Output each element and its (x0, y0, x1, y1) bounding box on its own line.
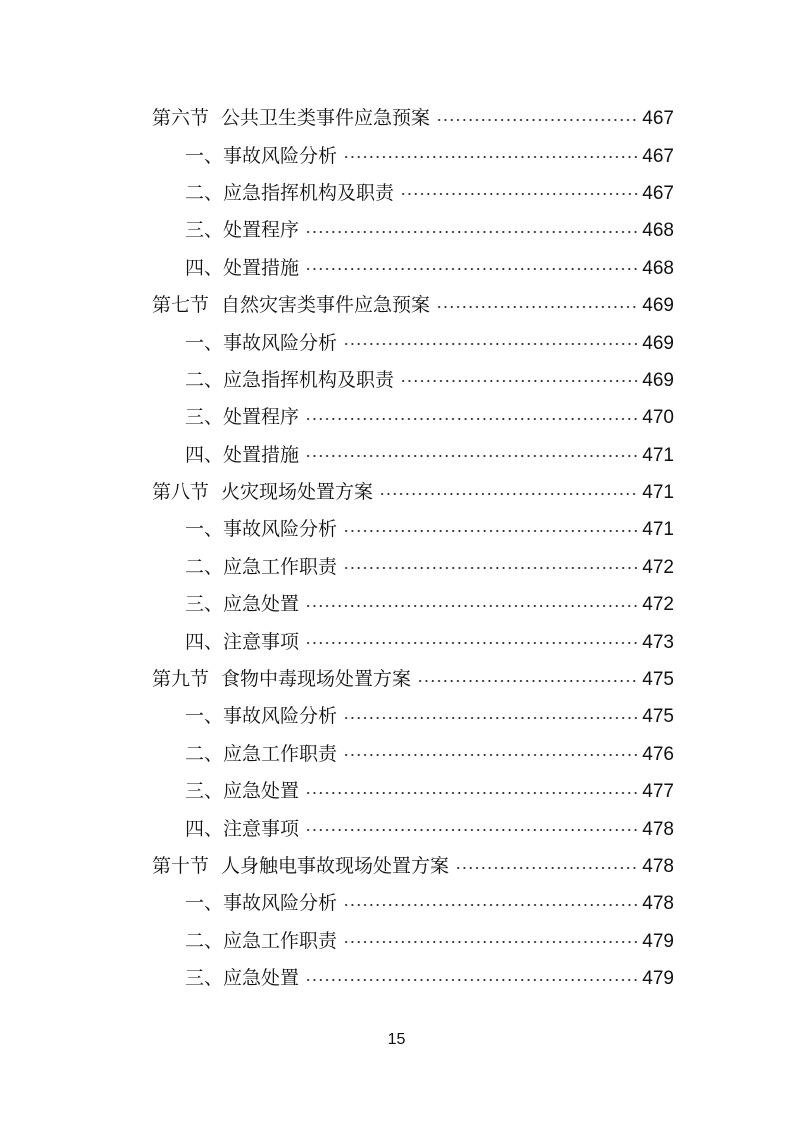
toc-entry-page: 468 (642, 220, 674, 242)
toc-entry-title: 应急工作职责 (223, 929, 338, 952)
toc-entry-page: 468 (642, 257, 674, 279)
toc-entry-page: 467 (642, 182, 674, 204)
toc-entry-title: 处置措施 (223, 443, 300, 466)
toc-entry-number: 第七节 (152, 294, 210, 317)
toc-entry-title: 注意事项 (223, 630, 300, 653)
toc-entry-title: 应急工作职责 (223, 555, 338, 578)
dot-leader (343, 754, 638, 756)
dot-leader (343, 904, 638, 906)
toc-entry-page: 472 (642, 594, 674, 616)
toc-entry-page: 475 (642, 706, 674, 728)
toc-entry-page: 469 (642, 295, 674, 317)
dot-leader (305, 455, 638, 457)
toc-entry-item[interactable] (0, 549, 793, 586)
toc-entry-number: 一、 (185, 331, 224, 354)
toc-entry-page: 476 (642, 743, 674, 765)
dot-leader (343, 530, 638, 532)
toc-entry-number: 三、 (185, 780, 224, 803)
toc-entry-item[interactable] (0, 698, 793, 735)
toc-entry-title: 食物中毒现场处置方案 (221, 668, 412, 691)
toc-entry-number: 二、 (185, 555, 224, 578)
toc-entry-item[interactable] (0, 511, 793, 548)
dot-leader (305, 642, 638, 644)
dot-leader (343, 567, 638, 569)
toc-entry-number: 二、 (185, 742, 224, 765)
toc-entry-number: 三、 (185, 967, 224, 990)
toc-entry-page: 472 (642, 556, 674, 578)
toc-entry-number: 四、 (185, 256, 224, 279)
toc-entry-page: 478 (642, 856, 674, 877)
toc-entry-number: 二、 (185, 929, 224, 952)
toc-entry-item[interactable] (0, 399, 793, 436)
dot-leader (379, 493, 638, 495)
toc-entry-item[interactable] (0, 773, 793, 810)
toc-entry-number: 二、 (185, 368, 224, 391)
toc-entry-title: 应急指挥机构及职责 (223, 368, 395, 391)
toc-entry-item[interactable] (0, 212, 793, 249)
toc-entry-number: 第八节 (152, 481, 210, 504)
toc-entry-number: 二、 (185, 181, 224, 204)
dot-leader (305, 418, 638, 420)
dot-leader (343, 717, 638, 719)
toc-entry-title: 应急处置 (223, 967, 300, 990)
toc-entry-page: 470 (642, 407, 674, 429)
toc-entry-page: 467 (642, 108, 674, 130)
dot-leader (305, 829, 638, 831)
toc-entry-item[interactable] (0, 960, 793, 997)
dot-leader (305, 979, 638, 981)
toc-entry-section[interactable] (0, 100, 793, 137)
toc-entry-number: 三、 (185, 219, 224, 242)
toc-entry-title: 公共卫生类事件应急预案 (221, 107, 431, 130)
toc-entry-section[interactable] (0, 474, 793, 511)
toc-entry-item[interactable] (0, 736, 793, 773)
toc-entry-number: 三、 (185, 406, 224, 429)
dot-leader (305, 792, 638, 794)
toc-entry-title: 处置措施 (223, 256, 300, 279)
toc-entry-page: 479 (642, 930, 674, 952)
dot-leader (343, 156, 638, 158)
toc-entry-number: 一、 (185, 705, 224, 728)
toc-entry-number: 三、 (185, 593, 224, 616)
toc-entry-title: 应急指挥机构及职责 (223, 181, 395, 204)
toc-entry-section[interactable] (0, 848, 793, 885)
toc-entry-item[interactable] (0, 250, 793, 287)
toc-entry-number: 第十节 (152, 855, 210, 877)
page-number: 15 (387, 1031, 406, 1048)
dot-leader (343, 941, 638, 943)
toc-entry-title: 处置程序 (223, 219, 300, 242)
toc-entry-number: 一、 (185, 144, 224, 167)
toc-entry-title: 人身触电事故现场处置方案 (221, 855, 450, 877)
dot-leader (455, 867, 638, 869)
toc-entry-number: 第九节 (152, 668, 210, 691)
dot-leader (305, 231, 638, 233)
dot-leader (343, 343, 638, 345)
toc-entry-title: 事故风险分析 (223, 331, 338, 354)
toc-entry-page: 469 (642, 369, 674, 391)
table-of-contents (0, 100, 793, 997)
dot-leader (305, 268, 638, 270)
toc-entry-number: 四、 (185, 817, 224, 840)
dot-leader (436, 306, 638, 308)
toc-entry-page: 478 (642, 893, 674, 915)
toc-entry-page: 475 (642, 669, 674, 691)
toc-entry-item[interactable] (0, 586, 793, 623)
dot-leader (436, 119, 638, 121)
toc-entry-page: 479 (642, 968, 674, 990)
toc-entry-page: 471 (642, 444, 674, 466)
dot-leader (400, 193, 638, 195)
toc-entry-title: 应急处置 (223, 593, 300, 616)
toc-entry-item[interactable] (0, 362, 793, 399)
toc-entry-title: 注意事项 (223, 817, 300, 840)
toc-entry-number: 第六节 (152, 107, 210, 130)
toc-entry-title: 应急处置 (223, 780, 300, 803)
toc-entry-item[interactable] (0, 437, 793, 474)
toc-entry-title: 事故风险分析 (223, 518, 338, 541)
toc-entry-title: 火灾现场处置方案 (221, 481, 374, 504)
toc-entry-title: 事故风险分析 (223, 892, 338, 915)
toc-entry-page: 477 (642, 781, 674, 803)
toc-entry-page: 478 (642, 818, 674, 840)
toc-entry-section[interactable] (0, 287, 793, 324)
toc-entry-number: 四、 (185, 443, 224, 466)
toc-entry-page: 473 (642, 631, 674, 653)
toc-entry-page: 471 (642, 519, 674, 541)
toc-entry-title: 事故风险分析 (223, 705, 338, 728)
dot-leader (417, 680, 638, 682)
toc-entry-item[interactable] (0, 810, 793, 847)
toc-entry-number: 四、 (185, 630, 224, 653)
toc-entry-page: 469 (642, 332, 674, 354)
dot-leader (305, 605, 638, 607)
toc-entry-item[interactable] (0, 175, 793, 212)
toc-entry-item[interactable] (0, 623, 793, 660)
toc-entry-title: 事故风险分析 (223, 144, 338, 167)
toc-entry-number: 一、 (185, 518, 224, 541)
toc-entry-page: 467 (642, 145, 674, 167)
toc-entry-section[interactable] (0, 661, 793, 698)
toc-entry-item[interactable] (0, 923, 793, 960)
dot-leader (400, 380, 638, 382)
toc-entry-number: 一、 (185, 892, 224, 915)
toc-entry-item[interactable] (0, 885, 793, 922)
toc-entry-title: 应急工作职责 (223, 742, 338, 765)
toc-entry-item[interactable] (0, 324, 793, 361)
toc-entry-title: 处置程序 (223, 406, 300, 429)
toc-entry-title: 自然灾害类事件应急预案 (221, 294, 431, 317)
toc-entry-page: 471 (642, 482, 674, 504)
toc-entry-item[interactable] (0, 137, 793, 174)
